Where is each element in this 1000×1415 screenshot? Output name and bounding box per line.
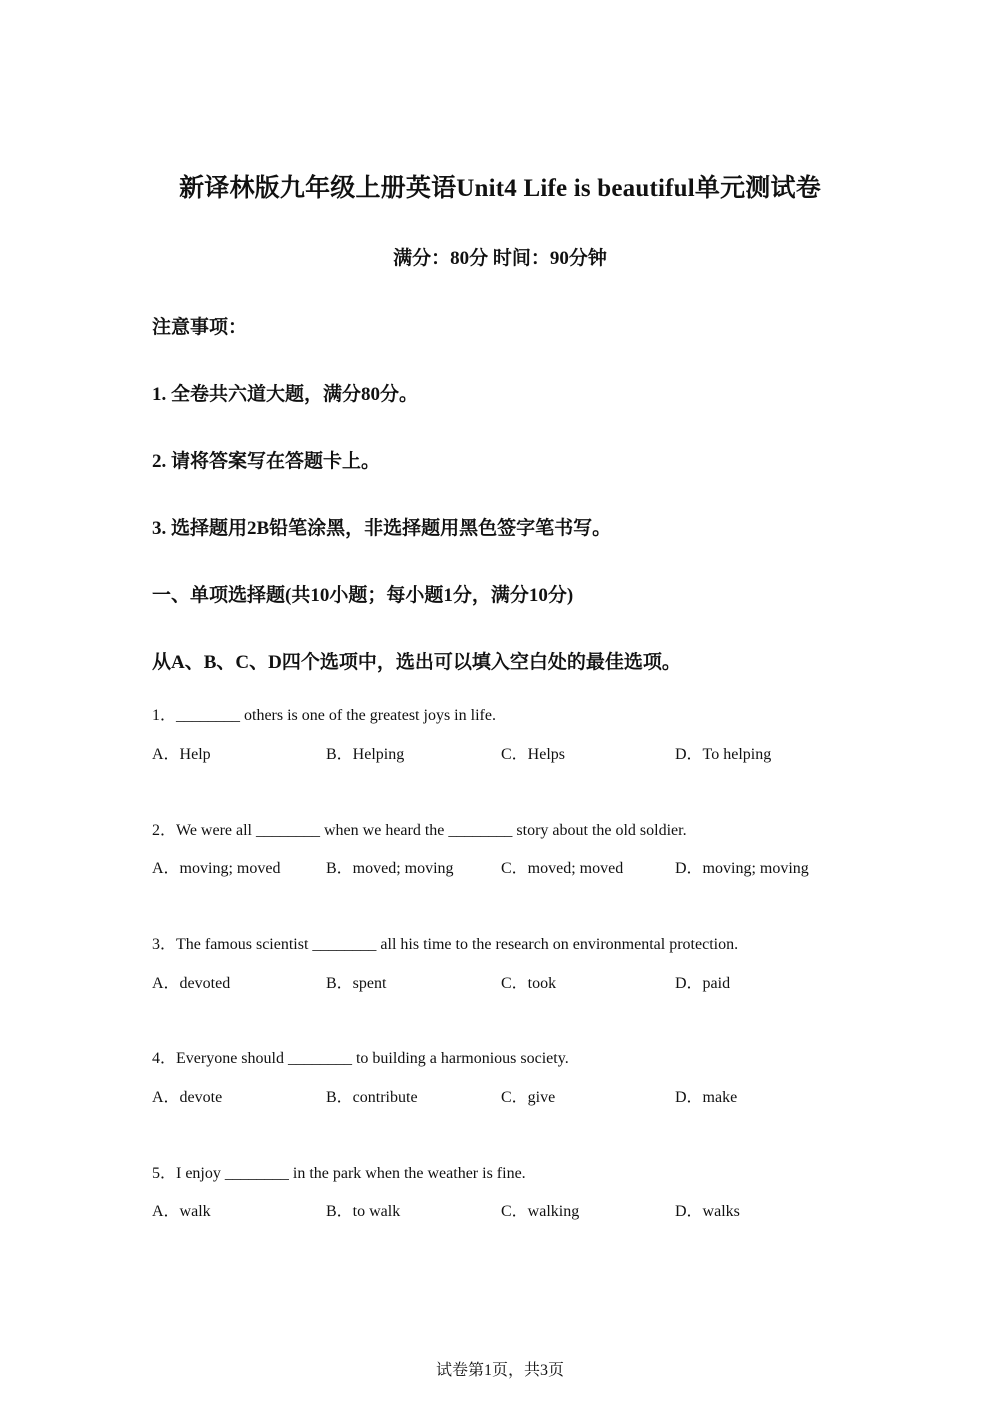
option: A．devoted [152,975,231,992]
option: D．make [675,1089,738,1106]
option: A．devote [152,1089,223,1106]
notice-item: 2. 请将答案写在答题卡上。 [152,451,381,472]
question-options [152,855,852,877]
notice-item: 3. 选择题用2B铅笔涂黑，非选择题用黑色签字笔书写。 [152,518,612,539]
question-options [152,970,852,992]
option: C．took [501,975,557,992]
option: B．moved; moving [326,860,454,877]
page-footer: 试卷第1页，共3页 [435,1362,564,1379]
page-title: 新译林版九年级上册英语Unit4 Life is beautiful单元测试卷 [179,175,821,202]
option: D．walks [675,1203,740,1220]
score-time: 满分：80分 时间：90分钟 [393,248,607,269]
option: C．Helps [501,746,566,763]
option: A．moving; moved [152,860,281,877]
option: A．Help [152,746,211,763]
question-stem: 4．Everyone should ________ to building a harmonious society. [152,1050,569,1067]
notice-item: 1. 全卷共六道大题，满分80分。 [152,384,419,405]
question-stem: 2．We were all ________ when we heard the ________ story about the old soldier. [152,822,687,839]
option: B．Helping [326,746,405,763]
question-options [152,1084,852,1106]
section-instruction: 从A、B、C、D四个选项中，选出可以填入空白处的最佳选项。 [152,652,681,673]
option: C．walking [501,1203,580,1220]
question-stem: 3．The famous scientist ________ all his time to the research on environmental protection. [152,936,739,953]
option: C．give [501,1089,556,1106]
option: B．contribute [326,1089,418,1106]
question-options [152,741,852,763]
question-stem: 1．________ others is one of the greatest joys in life. [152,707,496,724]
option: D．moving; moving [675,860,809,877]
option: B．spent [326,975,387,992]
notice-heading: 注意事项： [152,317,248,338]
section-heading: 一、单项选择题(共10小题；每小题1分，满分10分) [152,585,574,606]
question-stem: 5．I enjoy ________ in the park when the weather is fine. [152,1165,526,1182]
question-options [152,1198,852,1220]
option: D．To helping [675,746,772,763]
option: D．paid [675,975,731,992]
option: B．to walk [326,1203,401,1220]
option: A．walk [152,1203,211,1220]
option: C．moved; moved [501,860,624,877]
